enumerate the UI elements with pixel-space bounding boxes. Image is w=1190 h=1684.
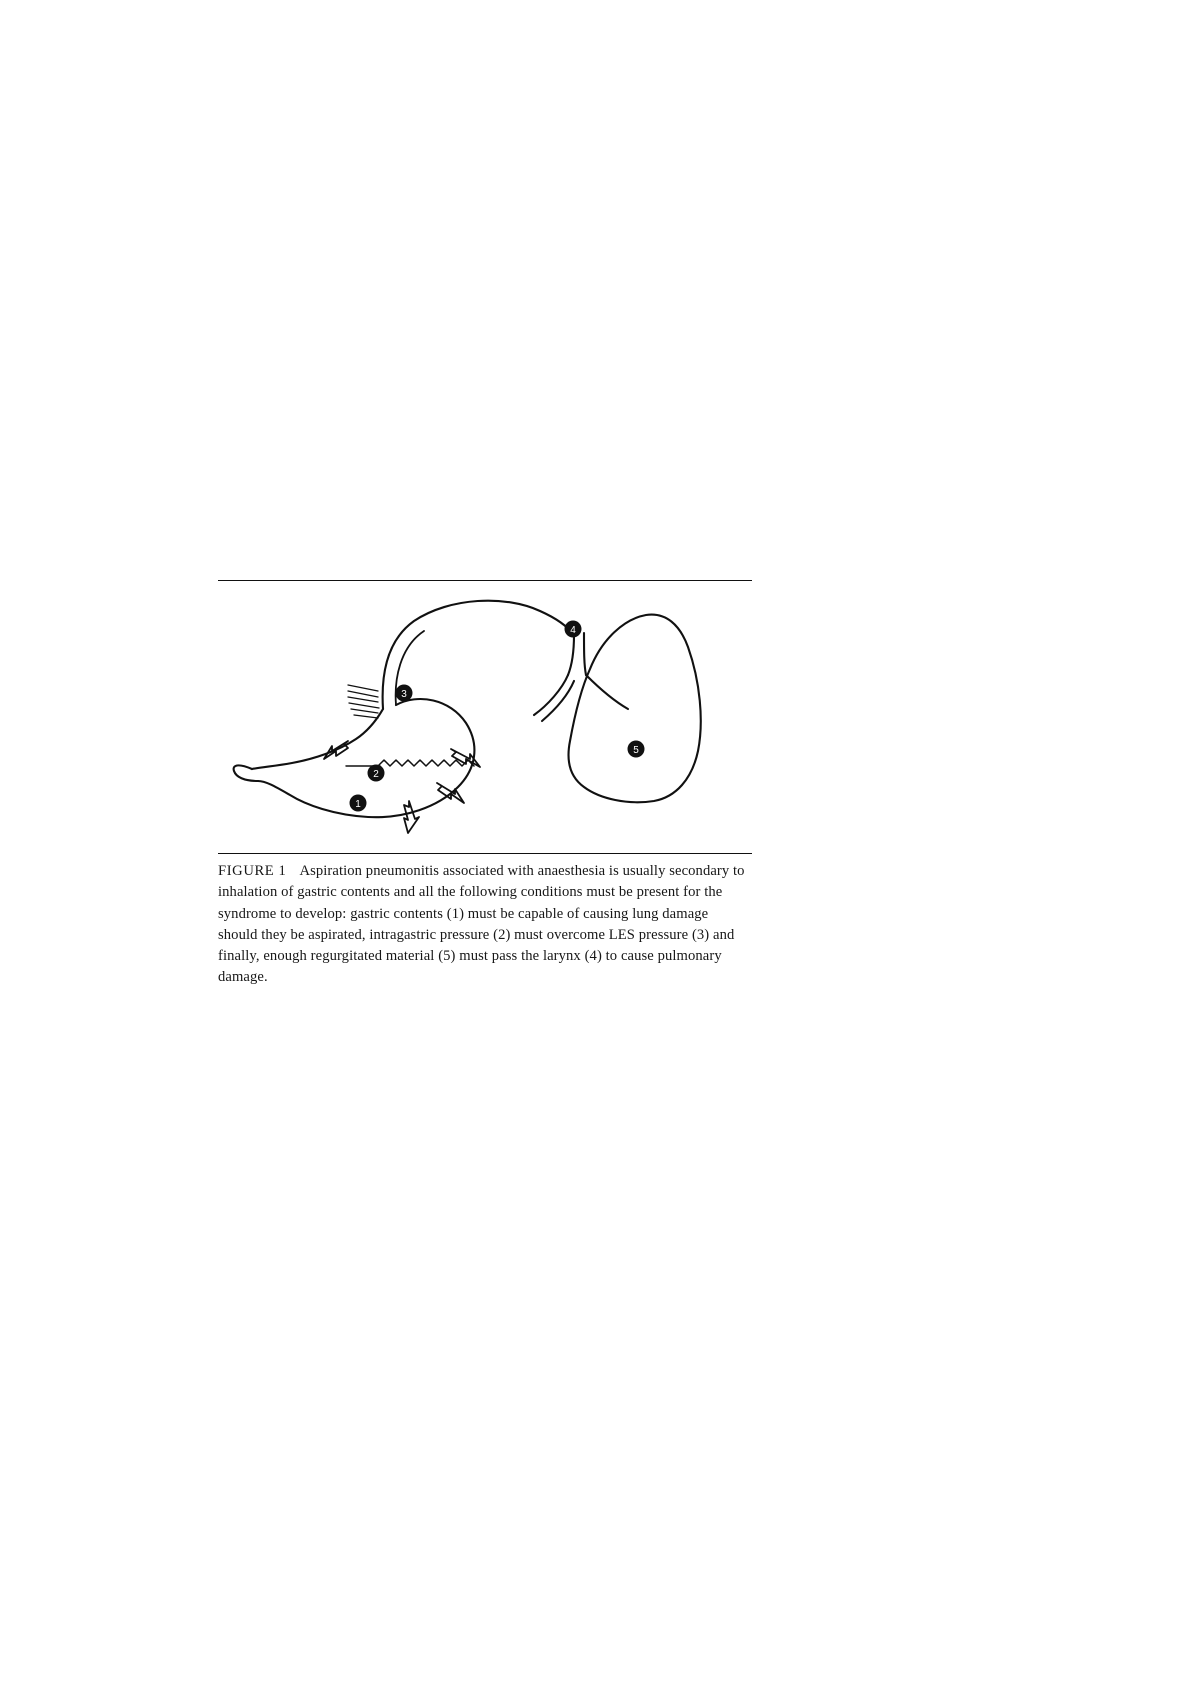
right-main-bronchus [586, 675, 628, 709]
left-main-bronchus [534, 675, 568, 715]
oesophageal-striations [348, 685, 379, 718]
figure-block [218, 580, 752, 989]
callout-1 [350, 795, 367, 812]
trachea-right-wall [584, 633, 586, 675]
callout-3 [396, 685, 413, 702]
svg-text:4: 4 [570, 625, 576, 636]
figure-caption-label: FIGURE 1 [218, 863, 287, 879]
callout-5 [628, 741, 645, 758]
callout-2 [368, 765, 385, 782]
svg-text:1: 1 [355, 799, 361, 810]
left-main-bronchus-wall [542, 681, 574, 721]
figure-caption-text: Aspiration pneumonitis associated with anaesthesia is usually secondary to inhalation of gastric contents and all the following conditions must be present for the syndrome to develop: gastric contents (1) must be capable of causing lung damage should they be aspirated, intragastric pressure (2) must overcome LES pressure (3) and finally, enough regurgitated material (5) must pass the larynx (4) to cause pulmonary damage. [218, 863, 745, 986]
trachea-left-wall [568, 635, 574, 675]
svg-text:3: 3 [401, 689, 407, 700]
svg-text:2: 2 [373, 769, 379, 780]
anatomy-diagram-svg [218, 581, 752, 853]
svg-text:5: 5 [633, 745, 639, 756]
figure-illustration [218, 581, 752, 853]
lung-outline [569, 615, 701, 803]
stomach-lesser-curvature [252, 709, 383, 769]
callout-4 [565, 621, 582, 638]
figure-bottom-rule [218, 853, 752, 854]
figure-caption [218, 861, 746, 989]
